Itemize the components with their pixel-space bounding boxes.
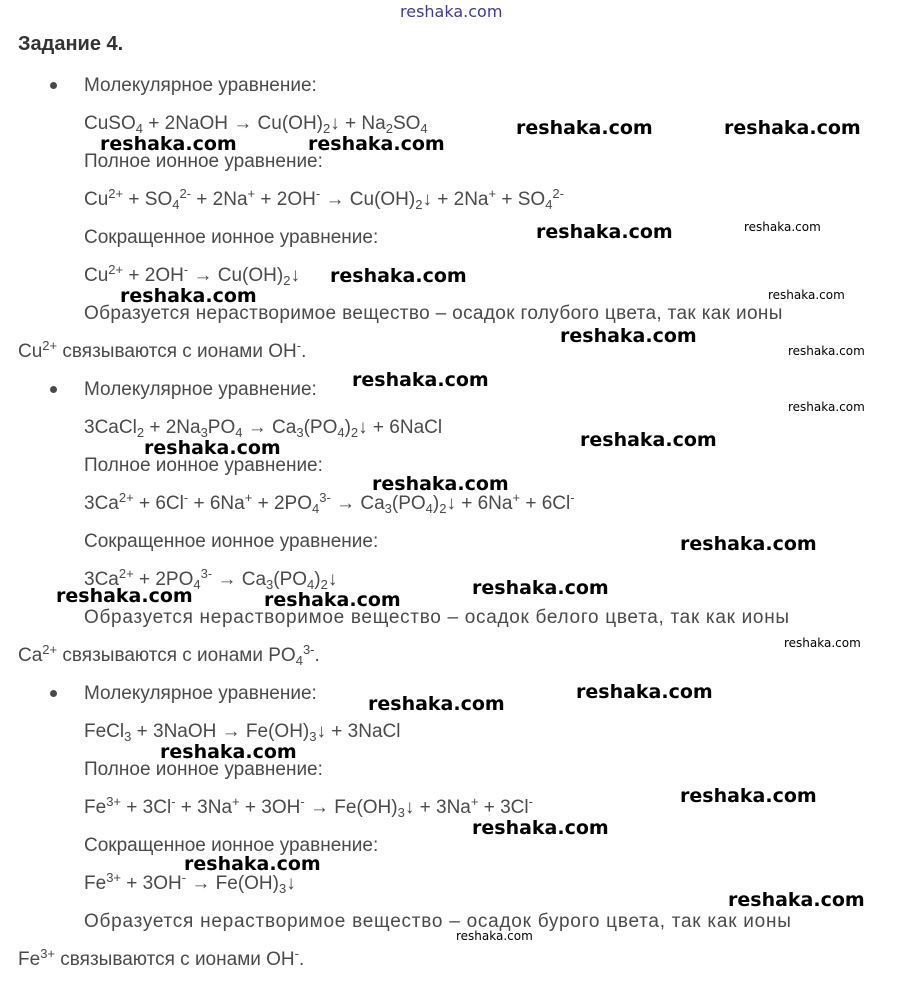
watermark: reshaka.com — [744, 220, 821, 234]
task-title: Задание 4. — [18, 33, 124, 55]
watermark: reshaka.com — [680, 785, 817, 807]
bullet-2 — [50, 386, 57, 393]
watermark: reshaka.com — [472, 577, 609, 599]
watermark: reshaka.com — [680, 533, 817, 555]
conclusion-2-line2: $Ca^{2+}$ связываются с ионами $PO_4^{3-}$. — [18, 642, 320, 668]
watermark: reshaka.com — [560, 325, 697, 347]
watermark: reshaka.com — [368, 693, 505, 715]
molecular-equation-1: CuSO$_4$ + 2NaOH → $Cu(OH)_2↓ + Na_2SO_4$ — [84, 113, 428, 136]
molecular-label-1: Молекулярное уравнение: — [84, 75, 317, 96]
short-ionic-equation-2: $3Ca^{2+} + 2PO_4^{3-}$ → $Ca_3(PO_4)_2↓$ — [84, 566, 338, 592]
full-ionic-label-3: Полное ионное уравнение: — [84, 759, 323, 780]
conclusion-1-line2: $Cu^{2+}$ связываются с ионами OH-. — [18, 338, 307, 362]
watermark: reshaka.com — [372, 473, 509, 495]
conclusion-3-line2: $Fe^{3+}$ связываются с ионами OH-. — [18, 946, 305, 970]
short-ionic-equation-1: $Cu^{2+} + 2OH^-$ → $Cu(OH)_2↓$ — [84, 262, 300, 288]
watermark: reshaka.com — [100, 133, 237, 155]
watermark: reshaka.com — [56, 585, 193, 607]
watermark: reshaka.com — [184, 853, 321, 875]
watermark: reshaka.com — [768, 288, 845, 302]
watermark: reshaka.com — [536, 221, 673, 243]
watermark: reshaka.com — [580, 429, 717, 451]
watermark: reshaka.com — [144, 437, 281, 459]
watermark: reshaka.com — [120, 285, 257, 307]
watermark: reshaka.com — [788, 400, 865, 414]
watermark: reshaka.com — [456, 929, 533, 943]
short-ionic-equation-3: $Fe^{3+} + 3OH^-$ → $Fe(OH)_3↓$ — [84, 870, 296, 896]
conclusion-2-line1: Образуется нерастворимое вещество – осадок белого цвета, так как ионы — [84, 607, 790, 628]
full-ionic-equation-1: $Cu^{2+} + SO_4^{2-} + 2Na^+ + 2OH^-$ → $Cu(OH)_2↓ + 2Na^+ + SO_4^{2-}$ — [84, 186, 564, 212]
watermark: reshaka.com — [784, 636, 861, 650]
conclusion-3-line1: Образуется нерастворимое вещество – осадок бурого цвета, так как ионы — [84, 911, 792, 932]
watermark: reshaka.com — [724, 117, 861, 139]
watermark: reshaka.com — [264, 589, 401, 611]
molecular-label-2: Молекулярное уравнение: — [84, 379, 317, 400]
molecular-equation-2: 3CaCl$_2$ + $2Na_3PO_4$ → $Ca_3(PO_4)_2↓$ + 6NaCl — [84, 417, 443, 440]
watermark: reshaka.com — [308, 133, 445, 155]
conclusion-1-line1: Образуется нерастворимое вещество – осадок голубого цвета, так как ионы — [84, 303, 783, 324]
watermark: reshaka.com — [472, 817, 609, 839]
watermark: reshaka.com — [330, 265, 467, 287]
watermark: reshaka.com — [576, 681, 713, 703]
watermark: reshaka.com — [788, 344, 865, 358]
watermark: reshaka.com — [160, 741, 297, 763]
short-ionic-label-2: Сокращенное ионное уравнение: — [84, 531, 379, 552]
molecular-equation-3: FeCl$_3$ + 3NaOH → $Fe(OH)_3↓$ + 3NaCl — [84, 721, 401, 744]
full-ionic-equation-2: $3Ca^{2+} + 6Cl^- + 6Na^+ + 2PO_4^{3-}$ → $Ca_3(PO_4)_2↓ + 6Na^+ + 6Cl^-$ — [84, 490, 575, 516]
bullet-3 — [50, 690, 57, 697]
full-ionic-label-1: Полное ионное уравнение: — [84, 151, 323, 172]
watermark: reshaka.com — [516, 117, 653, 139]
bullet-1 — [50, 82, 57, 89]
full-ionic-equation-3: $Fe^{3+} + 3Cl^- + 3Na^+ + 3OH^-$ → $Fe(OH)_3↓ + 3Na^+ + 3Cl^-$ — [84, 794, 533, 820]
site-watermark-top: reshaka.com — [400, 2, 503, 21]
molecular-label-3: Молекулярное уравнение: — [84, 683, 317, 704]
short-ionic-label-1: Сокращенное ионное уравнение: — [84, 227, 379, 248]
watermark: reshaka.com — [352, 369, 489, 391]
short-ionic-label-3: Сокращенное ионное уравнение: — [84, 835, 379, 856]
full-ionic-label-2: Полное ионное уравнение: — [84, 455, 323, 476]
watermark: reshaka.com — [728, 889, 865, 911]
